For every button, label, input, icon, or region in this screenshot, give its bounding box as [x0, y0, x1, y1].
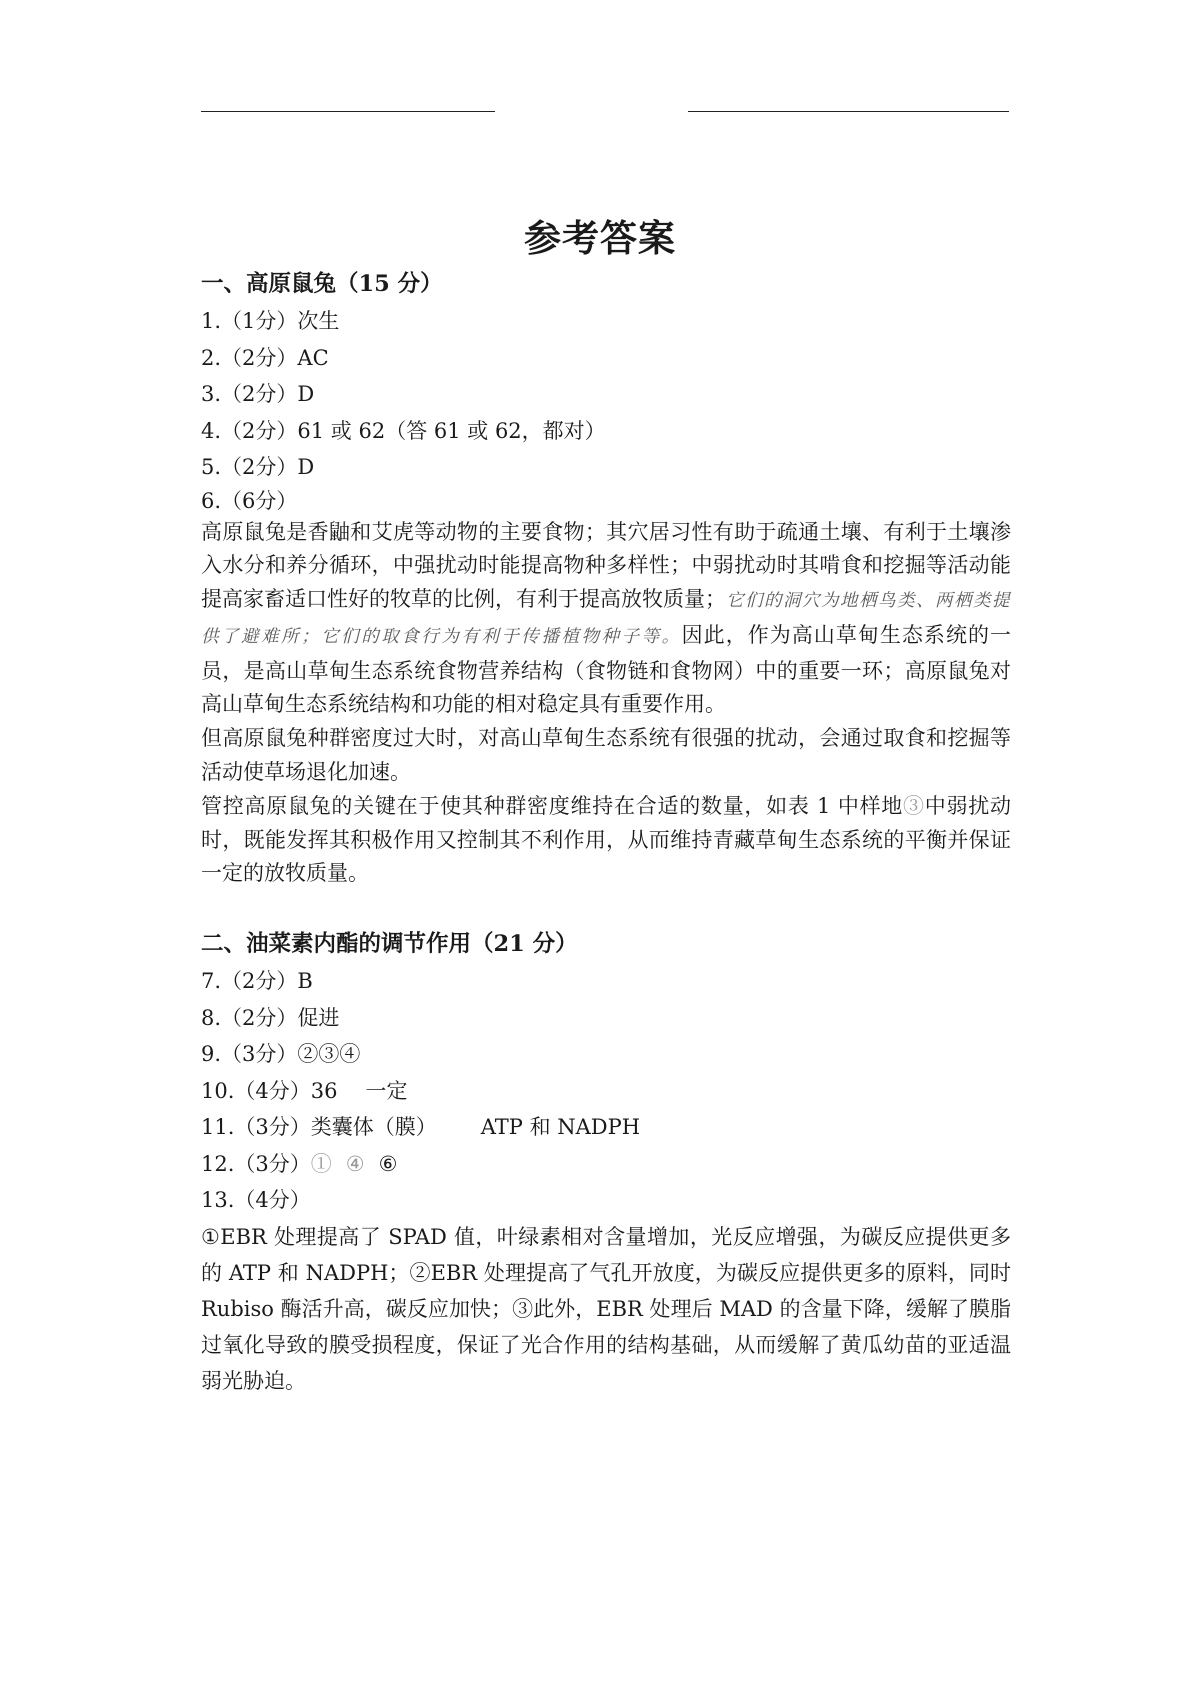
answer-text: AC: [297, 345, 329, 370]
answer-text-3: ⑥: [378, 1151, 398, 1176]
answer-label: 13.（4分）: [201, 1188, 311, 1213]
paragraph-text: 高原鼠兔是香鼬和艾虎等动物的主要食物；其穴居习性有助于疏通土壤、有利于土壤渗入水分和养分循环，中强扰动时能提高物种多样性；中弱扰动时其啃食和挖掘等活动能提高家畜适口性好的牧草的比例，有利于提高放牧质量；: [201, 519, 1011, 612]
answer-label: 9.（3分）: [201, 1042, 298, 1067]
answer-item-12: [201, 1146, 1011, 1183]
header-rule-left: [201, 111, 495, 112]
handwritten-style-text: 它们的洞穴为地栖鸟类、两栖类提供了避难所；它们的取食行为有利于传播植物种子等。: [201, 591, 1011, 647]
paragraph-text: 管控高原鼠兔的关键在于使其种群密度维持在合适的数量，如表 1 中样地: [201, 793, 904, 818]
answer-text: 36: [310, 1078, 338, 1103]
answer-label: 2.（2分）: [201, 345, 298, 370]
answer-6-paragraph-2: 但高原鼠兔种群密度过大时，对高山草甸生态系统有很强的扰动，会通过取食和挖掘等活动使草场退化加速。: [201, 726, 1011, 785]
answer-text: 次生: [297, 309, 340, 333]
answer-item-6: [201, 486, 1011, 516]
answer-text: ①: [310, 1151, 332, 1176]
answer-6-paragraph-1: [201, 516, 1011, 723]
answer-label: 7.（2分）: [201, 969, 298, 994]
answer-text-2: ATP 和 NADPH: [480, 1115, 641, 1140]
answer-item-11: [201, 1109, 1011, 1146]
answer-item-10: [201, 1073, 1011, 1110]
answer-content: [201, 265, 1011, 1399]
page-title: 参考答案: [524, 216, 676, 260]
answer-item-9: [201, 1036, 1011, 1073]
section-heading-1: 一、高原鼠兔（15 分）: [201, 271, 443, 297]
answer-item-7: [201, 963, 1011, 1000]
answer-13-paragraph: ①EBR 处理提高了 SPAD 值，叶绿素相对含量增加，光反应增强，为碳反应提供更多的 ATP 和 NADPH；②EBR 处理提高了气孔开放度，为碳反应提供更多的原料，同时 Rubiso 酶活升高，碳反应加快；③此外，EBR 处理后 MAD 的含量下降，缓解了膜脂过氧化导致的膜受损程度，保证了光合作用的结构基础，从而缓解了黄瓜幼苗的亚适温弱光胁迫。: [201, 1224, 1011, 1393]
answer-label: 5.（2分）: [201, 455, 298, 479]
answer-label: 1.（1分）: [201, 309, 298, 333]
answer-label: 6.（6分）: [201, 488, 298, 513]
answer-text: 61 或 62（答 61 或 62，都对）: [297, 418, 606, 443]
header-rule-right: [688, 111, 1009, 112]
answer-item-1: [201, 303, 1011, 340]
answer-label: 4.（2分）: [201, 418, 298, 443]
section-spacer: [201, 891, 1011, 925]
answer-text: 类囊体（膜）: [310, 1115, 437, 1140]
answer-text: 促进: [297, 1005, 340, 1030]
answer-label: 12.（3分）: [201, 1151, 311, 1176]
paragraph-text: 因此，作为高山草甸生态系统的一员，是高山草甸生态系统食物营养结构（食物链和食物网）中的重要一环；高原鼠兔对高山草甸生态系统结构和功能的相对稳定具有重要作用。: [201, 622, 1012, 717]
answer-item-3: [201, 376, 1011, 413]
answer-item-13: [201, 1182, 1011, 1219]
answer-item-5: [201, 449, 1011, 486]
answer-text: D: [297, 455, 315, 479]
answer-label: 3.（2分）: [201, 382, 298, 406]
answer-item-4: [201, 413, 1011, 450]
answer-item-2: [201, 340, 1011, 377]
answer-label: 8.（2分）: [201, 1005, 298, 1030]
answer-item-8: [201, 1000, 1011, 1037]
answer-text: ②③④: [297, 1042, 361, 1067]
section-heading-2: 二、油菜素内酯的调节作用（21 分）: [201, 931, 578, 958]
answer-text-2: 一定: [365, 1078, 408, 1103]
circled-number-3: ③: [903, 793, 925, 818]
paragraph-text: 中弱扰动时，既能发挥其积极作用又控制其不利作用，从而维持青藏草甸生态系统的平衡并保证一定的放牧质量。: [201, 793, 1012, 886]
answer-text: D: [297, 382, 315, 406]
answer-text-2: ④: [345, 1151, 365, 1176]
answer-6-paragraph-3: [201, 790, 1011, 891]
answer-text: B: [297, 969, 313, 994]
answer-label: 11.（3分）: [201, 1115, 311, 1140]
answer-label: 10.（4分）: [201, 1078, 311, 1103]
